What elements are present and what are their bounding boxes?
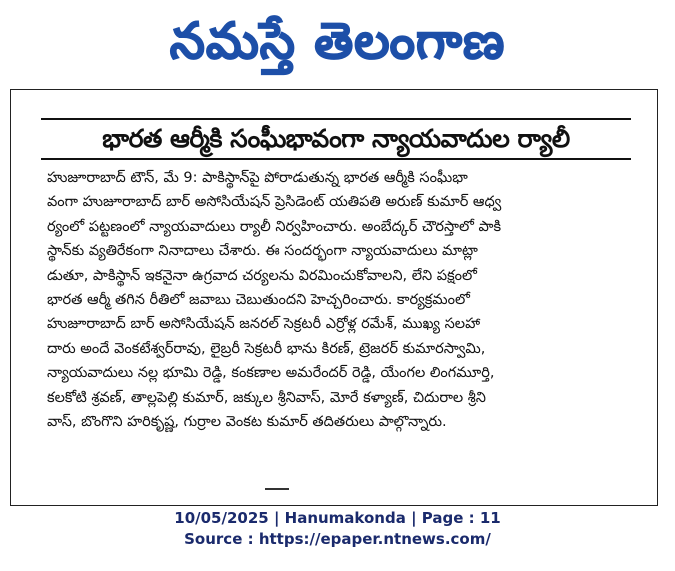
body-line: భారత ఆర్మీ తగిన రీతిలో జవాబు చెబుతుందని హెచ్చరించారు. కార్యక్రమంలో (47, 292, 470, 309)
article-headline: భారత ఆర్మీకి సంఘీభావంగా న్యాయవాదుల ర్యాలీ (102, 124, 570, 153)
footer-source: Source : https://epaper.ntnews.com/ (184, 530, 491, 548)
source-footer (0, 508, 675, 550)
body-line: డుతూ, పాకిస్థాన్ ఇకనైనా ఉగ్రవాద చర్యలను విరమించుకోవాలని, లేని పక్షంలో (47, 267, 477, 284)
body-line: హుజూరాబాద్ టౌన్, మే 9: పాకిస్థాన్‌పై పోరాడుతున్న భారత ఆర్మీకి సంఘీభా (47, 170, 468, 186)
masthead (0, 0, 675, 82)
article-clipping (10, 89, 658, 506)
body-line: హుజూరాబాద్ బార్ అసోసియేషన్ జనరల్ సెక్రటరీ ఎర్రోళ్ల రమేశ్, ముఖ్య సలహా (47, 316, 481, 333)
body-line: వంగా హుజూరాబాద్ బార్ అసోసియేషన్ ప్రెసిడెంట్ యతిపతి అరుణ్ కుమార్ ఆధ్వ (47, 194, 502, 211)
body-line: వాస్, బొంగొని హరికృష్ణ, గుర్రాల వెంకట కుమార్ తదితరులు పాల్గొన్నారు. (47, 414, 447, 431)
body-line: ర్యంలో పట్టణంలో న్యాయవాదులు ర్యాలీ నిర్వహించారు. అంబేద్కర్ చౌరస్తాలో పాకి (47, 218, 502, 235)
body-line: దారు అందే వెంకటేశ్వర్‌రావు, లైబ్రరీ సెక్రటరీ భాను కిరణ్, ట్రెజరర్ కుమారస్వామి, (47, 340, 486, 357)
end-mark (265, 488, 289, 490)
body-line: కలకోటి శ్రవణ్, తాల్లపెల్లి కుమార్, జక్కుల శ్రీనివాస్, మోరే కళ్యాణ్, చిదురాల శ్రీని (47, 389, 486, 406)
masthead-logo: నమస్తే తెలంగాణ (169, 12, 506, 70)
footer-date-page: 10/05/2025 | Hanumakonda | Page : 11 (174, 509, 501, 527)
body-line: న్యాయవాదులు నల్ల భూమి రెడ్డి, కంకణాల అమరేందర్ రెడ్డి, యేంగల లింగమూర్తి, (47, 365, 495, 382)
body-line: స్థాన్‌కు వ్యతిరేకంగా నినాదాలు చేశారు. ఈ సందర్భంగా న్యాయవాదులు మాట్లా (47, 243, 478, 260)
faded-header-text (33, 94, 193, 102)
headline-rule-bottom (41, 158, 631, 160)
article-body (47, 166, 621, 434)
headline-rule-top (41, 118, 631, 120)
